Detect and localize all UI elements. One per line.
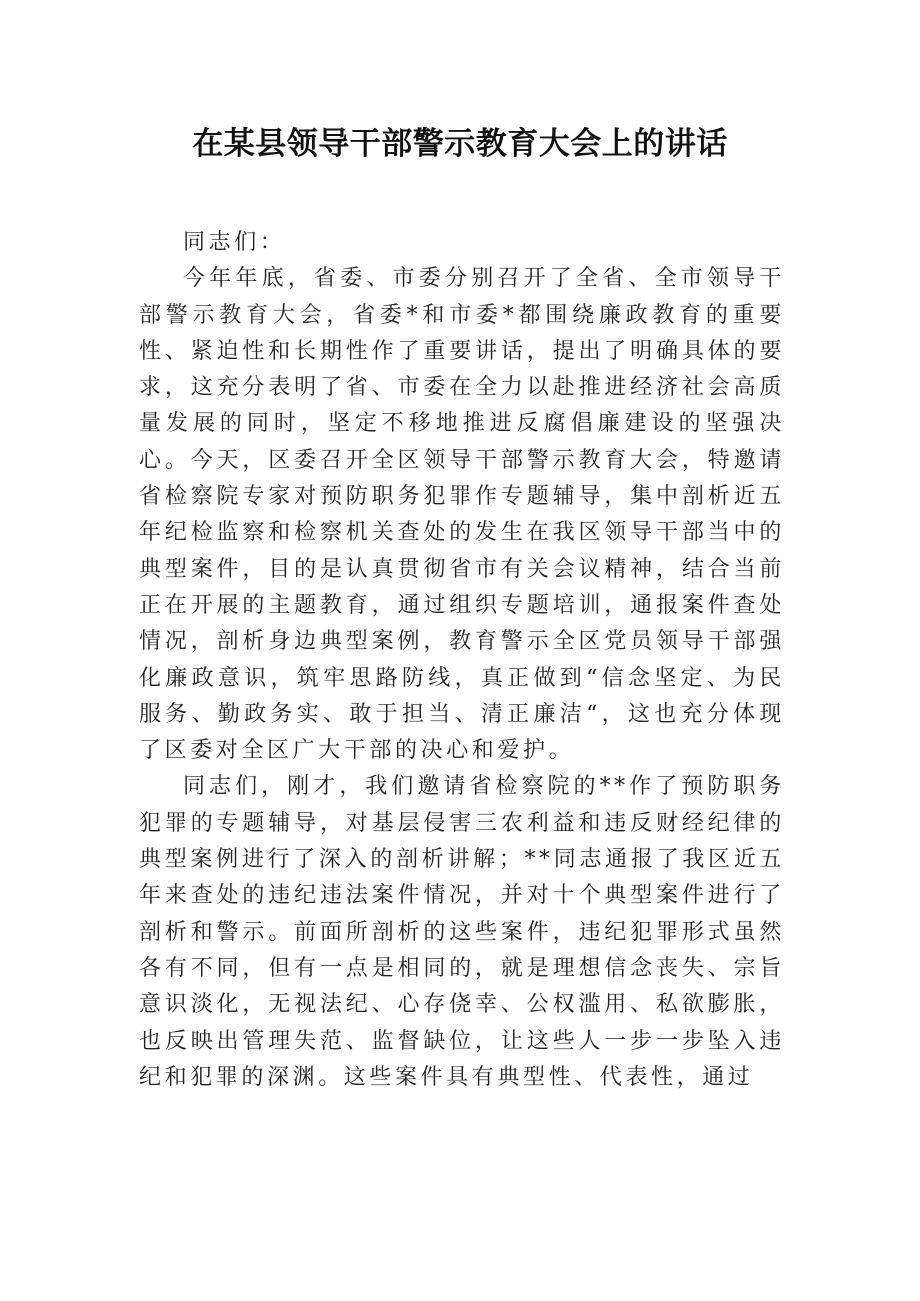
page-title: 在某县领导干部警示教育大会上的讲话 (192, 126, 728, 162)
greeting: 同志们： (183, 230, 286, 255)
paragraph-2: 同志们，刚才，我们邀请省检察院的**作了预防职务犯罪的专题辅导，对基层侵害三农利益和违反财经纪律的典型案例进行了深入的剖析讲解；**同志通报了我区近五年来查处的违纪违法案件情况，并对十个典型案件进行了剖析和警示。前面所剖析的这些案件，违纪犯罪形式虽然各有不同，但有一点是相同的，就是理想信念丧失、宗旨意识淡化，无视法纪、心存侥幸、公权滥用、私欲膨胀，也反映出管理失范、监督缺位，让这些人一步一步坠入违纪和犯罪的深渊。这些案件具有典型性、代表性，通过 (139, 774, 785, 1090)
paragraph-1: 今年年底，省委、市委分别召开了全省、全市领导干部警示教育大会，省委*和市委*都围绕廉政教育的重要性、紧迫性和长期性作了重要讲话，提出了明确具体的要求，这充分表明了省、市委在全力以赴推进经济社会高质量发展的同时，坚定不移地推进反腐倡廉建设的坚强决心。今天，区委召开全区领导干部警示教育大会，特邀请省检察院专家对预防职务犯罪作专题辅导，集中剖析近五年纪检监察和检察机关查处的发生在我区领导干部当中的典型案件，目的是认真贯彻省市有关会议精神，结合当前正在开展的主题教育，通过组织专题培训，通报案件查处情况，剖析身边典型案例，教育警示全区党员领导干部强化廉政意识，筑牢思路防线，真正做到“信念坚定、为民服务、勤政务实、敢于担当、清正廉洁“，这也充分体现了区委对全区广大干部的决心和爱护。 (139, 266, 785, 764)
document-body (139, 225, 785, 1096)
